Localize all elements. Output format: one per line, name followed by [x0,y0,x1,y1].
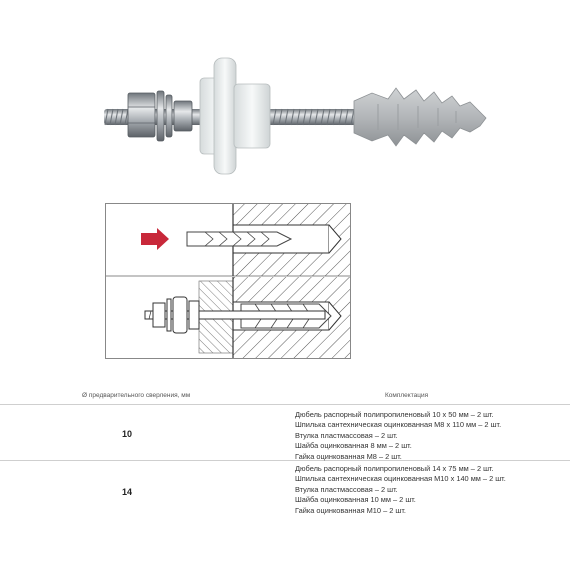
hex-nut [128,93,155,137]
kit-item: Шпилька сантехническая оцинкованная М10 х 140 мм – 2 шт. [295,474,506,484]
installation-diagram [105,203,351,359]
header-diameter: Ø предварительного сверления, мм [82,392,191,399]
header-contents: Комплектация [385,392,429,399]
expansion-dowel [354,88,486,146]
kit-item: Дюбель распорный полипропиленовый 10 х 50 мм – 2 шт. [295,410,494,419]
kit-contents [295,410,501,462]
kit-item: Шайба оцинкованная 10 мм – 2 шт. [295,495,416,505]
kit-item: Гайка оцинкованная М10 – 2 шт. [295,505,406,515]
specification-table [0,386,570,514]
table-header [0,386,570,405]
kit-contents [295,464,506,516]
kit-item: Шпилька сантехническая оцинкованная М8 х 110 мм – 2 шт. [295,420,502,430]
kit-item: Втулка пластмассовая – 2 шт. [295,430,398,440]
kit-item: Втулка пластмассовая – 2 шт. [295,484,398,494]
product-photo [0,0,570,200]
kit-item: Гайка оцинкованная М8 – 2 шт. [295,451,402,461]
plastic-sleeve [200,58,270,174]
washer [157,91,192,141]
kit-item: Дюбель распорный полипропиленовый 14 х 75 мм – 2 шт. [295,464,494,473]
drill-diameter: 10 [122,429,133,439]
table-row [0,461,570,514]
kit-item: Шайба оцинкованная 8 мм – 2 шт. [295,441,412,451]
drill-diameter: 14 [122,487,133,497]
table-row [0,405,570,461]
